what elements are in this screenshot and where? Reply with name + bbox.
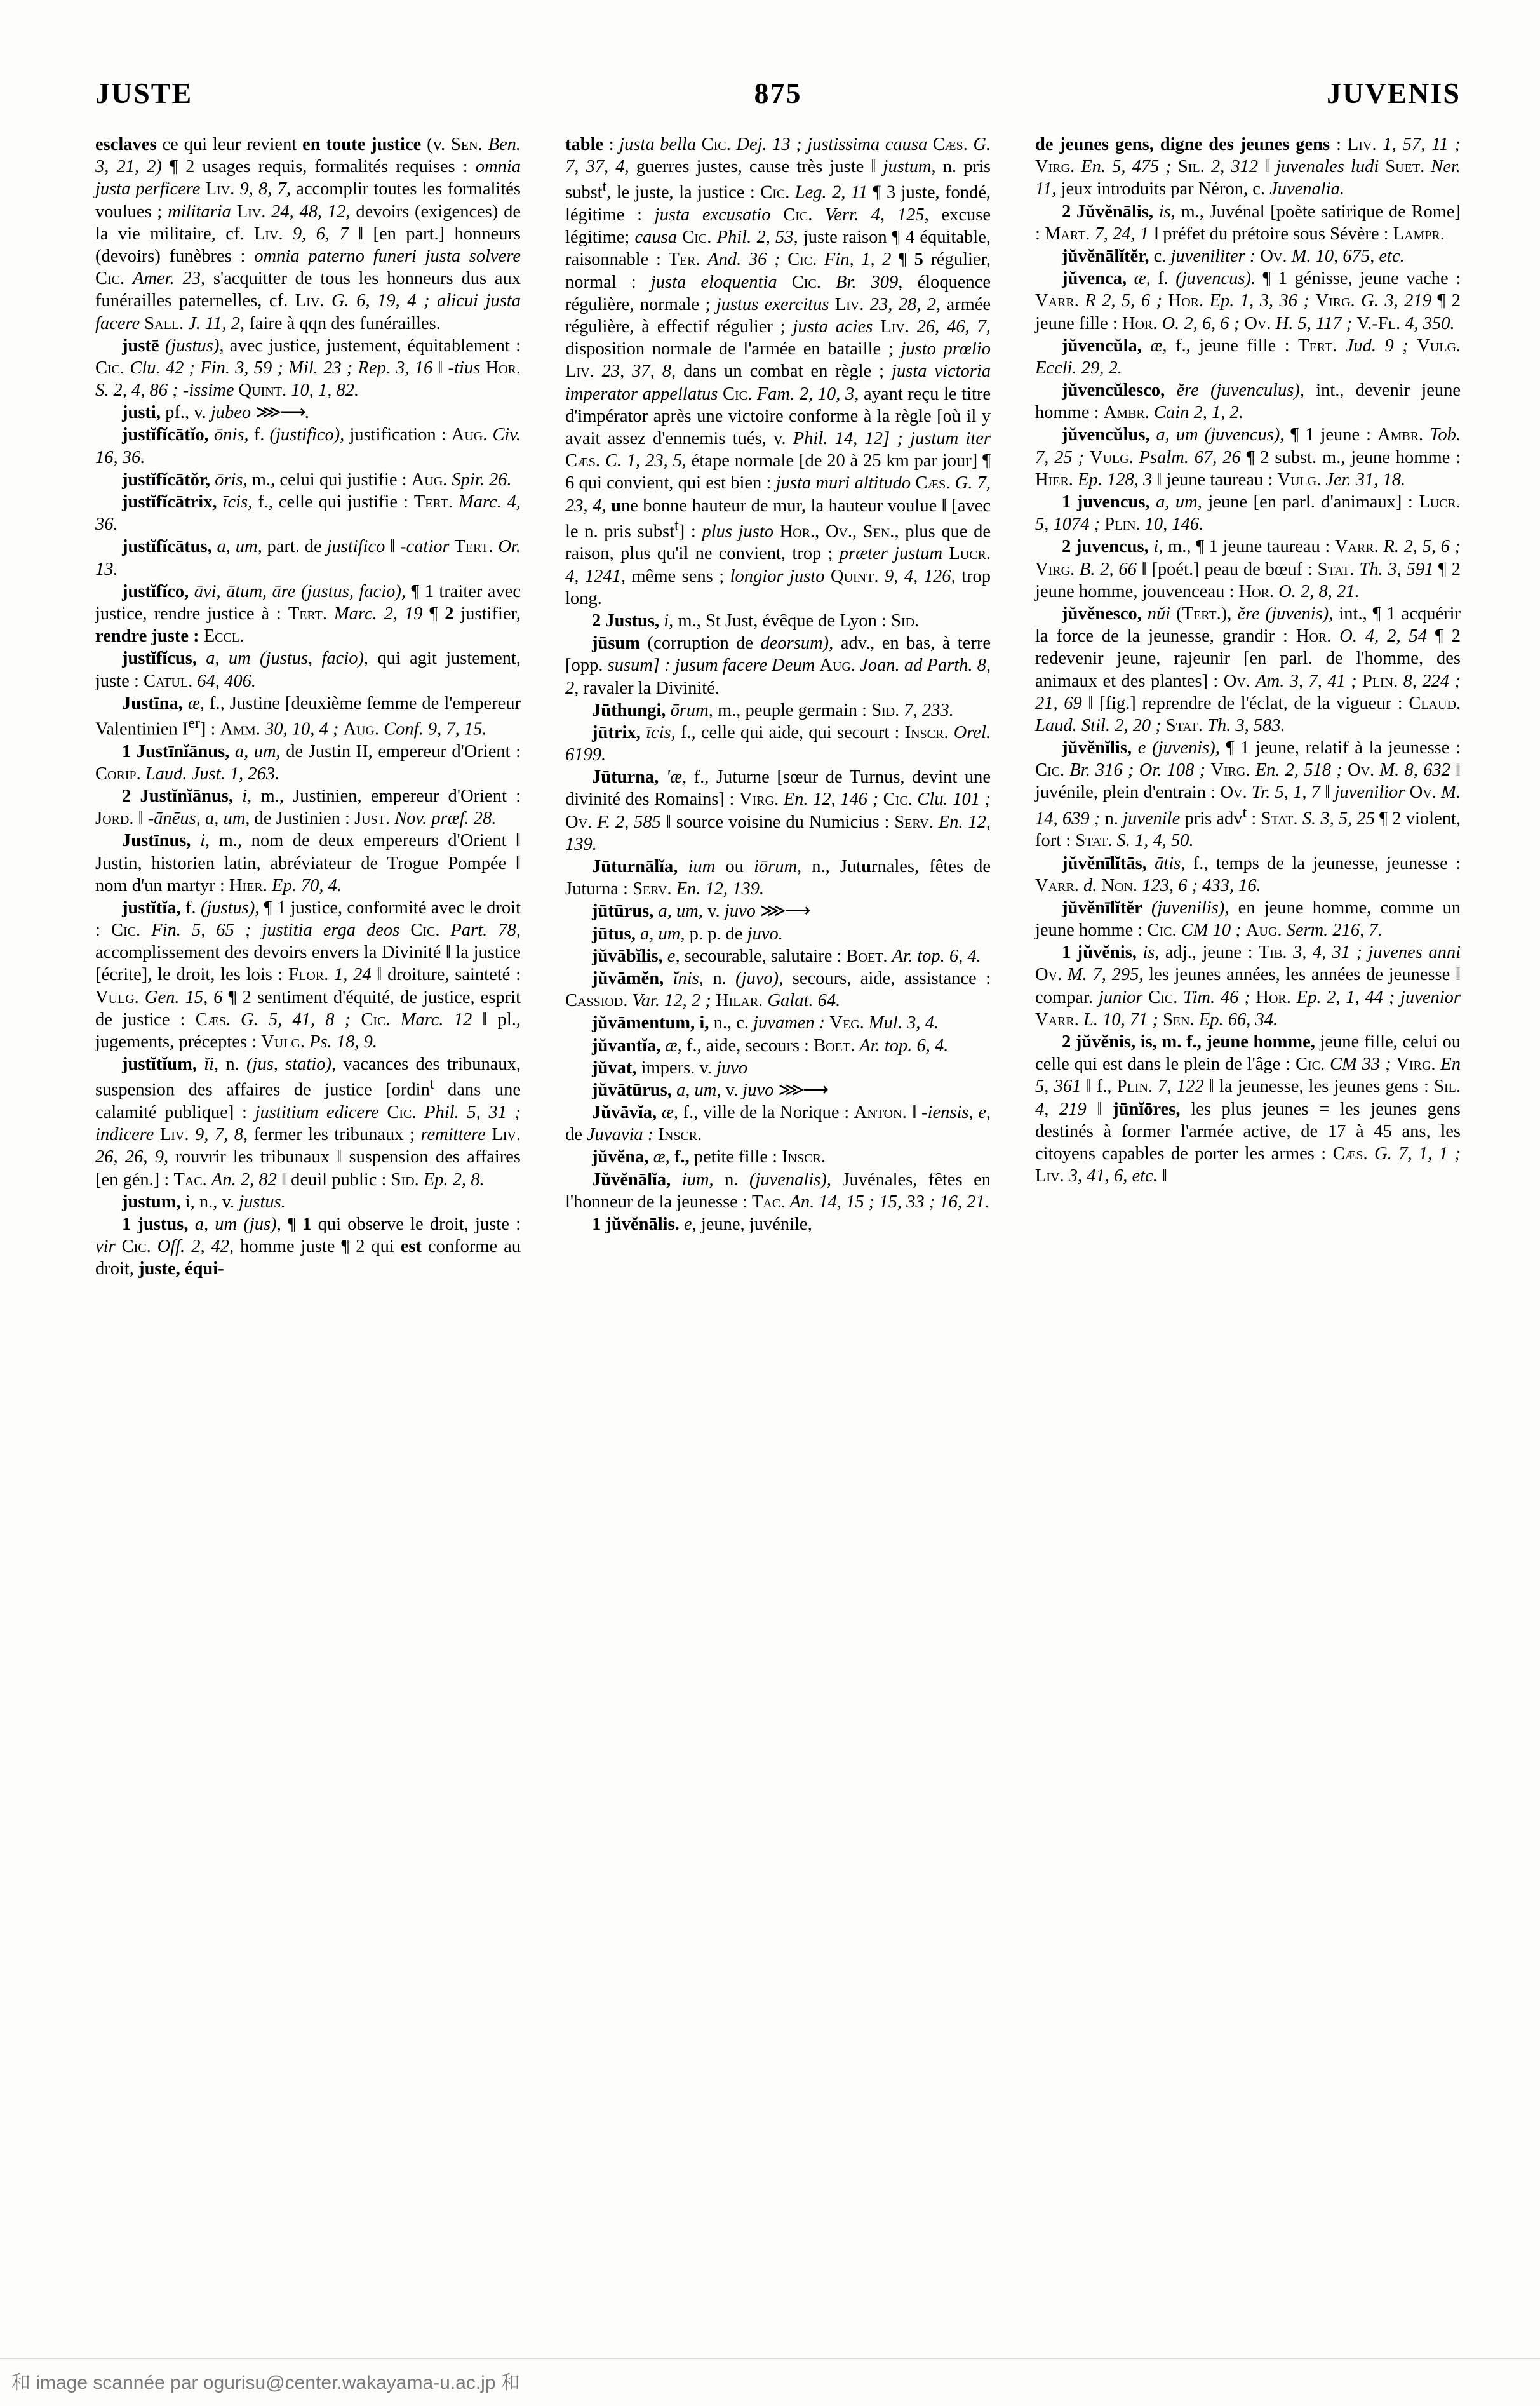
page-header xyxy=(95,76,1461,114)
column-middle xyxy=(565,133,991,2318)
column-right xyxy=(1035,133,1461,2318)
dictionary-entry: 1 Justīnĭānus, a, um, de Justin II, empereur d'Orient : Corip. Laud. Just. 1, 263. xyxy=(95,741,521,784)
dictionary-entry: 1 jŭvĕnālis. e, jeune, juvénile, xyxy=(592,1214,812,1234)
dictionary-entry: jŭvĕnīlĭtĕr (juvenilis), en jeune homme, comme un jeune homme : Cic. CM 10 ; Aug. Serm. 216, 7. xyxy=(1035,897,1461,941)
dictionary-entry: Justīnus, i, m., nom de deux empereurs d'Orient ‖ Justin, historien latin, abréviateur de Trogue Pompée ‖ nom d'un martyr : Hier. Ep. 70, 4. xyxy=(95,831,521,896)
dictionary-entry: jŭvencŭla, æ, f., jeune fille : Tert. Jud. 9 ; Vulg. Eccli. 29, 2. xyxy=(1035,335,1461,378)
dictionary-entry: Jūthungi, ōrum, m., peuple germain : Sid. 7, 233. xyxy=(592,700,954,720)
dictionary-entry: jŭvat, impers. v. juvo xyxy=(592,1058,748,1078)
dictionary-entry: justĭfĭcus, a, um (justus, facio), qui agit justement, juste : Catul. 64, 406. xyxy=(95,649,521,691)
dictionary-entry: Jūturna, 'æ, f., Juturne [sœur de Turnus, devint une divinité des Romains] : Virg. En. 12, 146 ; Cic. Clu. 101 ; Ov. F. 2, 585 ‖ source voisine du Numicius : Serv. En. 12, 139. xyxy=(565,767,991,854)
dictionary-entry: justĭtĭum, ĭi, n. (jus, statio), vacances des tribunaux, suspension des affaires de justice [ordin$^t$ dans une calamité publique] : justitium edicere Cic. Phil. 5, 31 ; indicere Liv. 9, 7, 8, fermer les tribunaux ; remittere Liv. 26, 26, 9, rouvrir les tribunaux ‖ suspension des affaires [en gén.] : Tac. An. 2, 82 ‖ deuil public : Sid. Ep. 2, 8. xyxy=(95,1054,521,1190)
dictionary-entry: 2 Jŭvĕnālis, is, m., Juvénal [poète satirique de Rome] : Mart. 7, 24, 1 ‖ préfet du prétoire sous Sévère : Lampr. xyxy=(1035,201,1461,244)
page-number: 875 xyxy=(754,77,802,109)
dictionary-entry: 1 jŭvĕnis, is, adj., jeune : Tib. 3, 4, 31 ; juvenes anni Ov. M. 7, 295, les jeunes années, les années de jeunesse ‖ compar. junior Cic. Tim. 46 ; Hor. Ep. 2, 1, 44 ; juvenior Varr. L. 10, 71 ; Sen. Ep. 66, 34. xyxy=(1035,943,1461,1030)
dictionary-entry: 2 Justĭnĭānus, i, m., Justinien, empereur d'Orient : Jord. ‖ -ānēus, a, um, de Justinien : Just. Nov. præf. 28. xyxy=(95,786,521,829)
dictionary-entry: jŭvĕnīlĭtās, ātis, f., temps de la jeunesse, jeunesse : Varr. d. Non. 123, 6 ; 433, 16. xyxy=(1035,853,1461,896)
dictionary-entry: 2 Justus, i, m., St Just, évêque de Lyon : Sid. xyxy=(592,610,920,631)
dictionary-entry: jŭvābĭlis, e, secourable, salutaire : Boet. Ar. top. 6, 4. xyxy=(592,946,981,966)
dictionary-entry: jŭvāmentum, i, n., c. juvamen : Veg. Mul. 3, 4. xyxy=(592,1013,939,1033)
dictionary-entry: jūtus, a, um, p. p. de juvo. xyxy=(592,924,783,944)
header-right-guideword: JUVENIS xyxy=(1327,77,1461,109)
dictionary-entry: justĭfĭcātrix, īcis, f., celle qui justifie : Tert. Marc. 4, 36. xyxy=(95,492,521,535)
dictionary-entry: jŭvencŭlesco, ĕre (juvenculus), int., devenir jeune homme : Ambr. Cain 2, 1, 2. xyxy=(1035,380,1461,423)
dictionary-entry: Jūturnālĭa, ium ou iōrum, n., Juturnales, fêtes de Juturna : Serv. En. 12, 139. xyxy=(565,857,991,899)
dictionary-entry: de jeunes gens, digne des jeunes gens : Liv. 1, 57, 11 ; Virg. En. 5, 475 ; Sil. 2, 312 ‖ juvenales ludi Suet. Ner. 11, jeux introduits par Néron, c. Juvenalia. xyxy=(1035,135,1461,199)
dictionary-entry: 1 juvencus, a, um, jeune [en parl. d'animaux] : Lucr. 5, 1074 ; Plin. 10, 146. xyxy=(1035,492,1461,535)
dictionary-entry: 2 juvencus, i, m., ¶ 1 jeune taureau : Varr. R. 2, 5, 6 ; Virg. B. 2, 66 ‖ [poét.] peau de bœuf : Stat. Th. 3, 591 ¶ 2 jeune homme, jouvenceau : Hor. O. 2, 8, 21. xyxy=(1035,537,1461,602)
dictionary-entry: jŭvĕnĭlis, e (juvenis), ¶ 1 jeune, relatif à la jeunesse : Cic. Br. 316 ; Or. 108 ; Virg. En. 2, 518 ; Ov. M. 8, 632 ‖ juvénile, plein d'entrain : Ov. Tr. 5, 1, 7 ‖ juvenilior Ov. M. 14, 639 ; n. juvenile pris adv$^t$ : Stat. S. 3, 5, 25 ¶ 2 violent, fort : Stat. S. 1, 4, 50. xyxy=(1035,738,1461,851)
header-left-guideword: JUSTE xyxy=(95,77,193,109)
dictionary-entry: jŭvencŭlus, a, um (juvencus), ¶ 1 jeune : Ambr. Tob. 7, 25 ; Vulg. Psalm. 67, 26 ¶ 2 subst. m., jeune homme : Hier. Ep. 128, 3 ‖ jeune taureau : Vulg. Jer. 31, 18. xyxy=(1035,425,1461,490)
dictionary-entry: Jŭvĕnālĭa, ium, n. (juvenalis), Juvénales, fêtes en l'honneur de la jeunesse : Tac. An. 14, 15 ; 15, 33 ; 16, 21. xyxy=(565,1169,991,1212)
dictionary-entry: justĭfĭco, āvi, ātum, āre (justus, facio), ¶ 1 traiter avec justice, rendre justice à : Tert. Marc. 2, 19 ¶ 2 justifier, rendre juste : Eccl. xyxy=(95,581,521,647)
dictionary-entry: jūtūrus, a, um, v. juvo ⋙⟶ xyxy=(592,901,810,922)
column-left xyxy=(95,133,521,2318)
dictionary-entry: justē (justus), avec justice, justement, équitablement : Cic. Clu. 42 ; Fin. 3, 59 ; Mil. 23 ; Rep. 3, 16 ‖ -tius Hor. S. 2, 4, 86 ; -issime Quint. 10, 1, 82. xyxy=(95,335,521,401)
dictionary-entry: jŭvāmĕn, ĭnis, n. (juvo), secours, aide, assistance : Cassiod. Var. 12, 2 ; Hilar. Galat. 64. xyxy=(565,968,991,1011)
dictionary-entry: justĭfĭcātĭo, ōnis, f. (justifico), justification : Aug. Civ. 16, 36. xyxy=(95,425,521,467)
dictionary-entry: 2 jŭvĕnis, is, m. f., jeune homme, jeune fille, celui ou celle qui est dans le plein de l'âge : Cic. CM 33 ; Virg. En 5, 361 ‖ f., Plin. 7, 122 ‖ la jeunesse, les jeunes gens : Sil. 4, 219 ‖ jūnĭōres, les plus jeunes = les jeunes gens destinés à former l'armée active, de 17 à 45 ans, les citoyens capables de porter les armes : Cæs. G. 7, 1, 1 ; Liv. 3, 41, 6, etc. ‖ xyxy=(1035,1032,1461,1186)
dictionary-entry: jŭvĕna, æ, f., petite fille : Inscr. xyxy=(592,1147,826,1167)
dictionary-entry: justĭfĭcātus, a, um, part. de justifico ‖ -catior Tert. Or. 13. xyxy=(95,537,521,579)
dictionary-entry: esclaves ce qui leur revient en toute justice (v. Sen. Ben. 3, 21, 2) ¶ 2 usages requis, formalités requises : omnia justa perficere Liv. 9, 8, 7, accomplir toutes les formalités voulues ; militaria Liv. 24, 48, 12, devoirs (exigences) de la vie militaire, cf. Liv. 9, 6, 7 ‖ [en part.] honneurs (devoirs) funèbres : omnia paterno funeri justa solvere Cic. Amer. 23, s'acquitter de tous les honneurs dus aux funérailles paternelles, cf. Liv. G. 6, 19, 4 ; alicui justa facere Sall. J. 11, 2, faire à qqn des funérailles. xyxy=(95,135,521,333)
dictionary-entry: jŭvantĭa, æ, f., aide, secours : Boet. Ar. top. 6, 4. xyxy=(592,1035,949,1056)
dictionary-entry: 1 justus, a, um (jus), ¶ 1 qui observe le droit, juste : vir Cic. Off. 2, 42, homme juste ¶ 2 qui est conforme au droit, juste, équi- xyxy=(95,1214,521,1279)
dictionary-entry: jŭvĕnesco, nŭi (Tert.), ĕre (juvenis), int., ¶ 1 acquérir la force de la jeunesse, grandir : Hor. O. 4, 2, 54 ¶ 2 redevenir jeune, rajeunir [en parl. de l'homme, des animaux et des plantes] : Ov. Am. 3, 7, 41 ; Plin. 8, 224 ; 21, 69 ‖ [fig.] reprendre de l'éclat, de la vigueur : Claud. Laud. Stil. 2, 20 ; Stat. Th. 3, 583. xyxy=(1035,603,1461,736)
dictionary-entry: jŭvĕnālĭtĕr, c. juveniliter : Ov. M. 10, 675, etc. xyxy=(1062,246,1405,266)
text-columns xyxy=(95,133,1461,2318)
dictionary-entry: jūsum (corruption de deorsum), adv., en bas, à terre [opp. susum] : jusum facere Deum Aug. Joan. ad Parth. 8, 2, ravaler la Divinité. xyxy=(565,633,991,698)
dictionary-entry: jŭvenca, æ, f. (juvencus). ¶ 1 génisse, jeune vache : Varr. R 2, 5, 6 ; Hor. Ep. 1, 3, 36 ; Virg. G. 3, 219 ¶ 2 jeune fille : Hor. O. 2, 6, 6 ; Ov. H. 5, 117 ; V.-Fl. 4, 350. xyxy=(1035,269,1461,333)
scan-credit-footer: 和 image scannée par ogurisu@center.wakayama-u.ac.jp 和 xyxy=(11,2372,520,2393)
dictionary-entry: justĭtĭa, f. (justus), ¶ 1 justice, conformité avec le droit : Cic. Fin. 5, 65 ; justitia erga deos Cic. Part. 78, accomplissement des devoirs envers la Divinité ‖ la justice [écrite], le droit, les lois : Flor. 1, 24 ‖ droiture, sainteté : Vulg. Gen. 15, 6 ¶ 2 sentiment d'équité, de justice, esprit de justice : Cæs. G. 5, 41, 8 ; Cic. Marc. 12 ‖ pl., jugements, préceptes : Vulg. Ps. 18, 9. xyxy=(95,897,521,1052)
dictionary-entry: table : justa bella Cic. Dej. 13 ; justissima causa Cæs. G. 7, 37, 4, guerres justes, cause très juste ‖ justum, n. pris subst$^t$, le juste, la justice : Cic. Leg. 2, 11 ¶ 3 juste, fondé, légitime : justa excusatio Cic. Verr. 4, 125, excuse légitime; causa Cic. Phil. 2, 53, juste raison ¶ 4 équitable, raisonnable : Ter. And. 36 ; Cic. Fin, 1, 2 ¶ 5 régulier, normal : justa eloquentia Cic. Br. 309, éloquence régulière, normale ; justus exercitus Liv. 23, 28, 2, armée régulière, à effectif régulier ; justa acies Liv. 26, 46, 7, disposition normale de l'armée en bataille ; justo prœlio Liv. 23, 37, 8, dans un combat en règle ; justa victoria imperator appellatus Cic. Fam. 2, 10, 3, ayant reçu le titre d'impérator après une victoire conforme à la règle [où il y avait assez d'ennemis tués, v. Phil. 14, 12] ; justum iter Cæs. C. 1, 23, 5, étape normale [de 20 à 25 km par jour] ¶ 6 qui convient, qui est bien : justa muri altitudo Cæs. G. 7, 23, 4, une bonne hauteur de mur, la hauteur voulue ‖ [avec le n. pris subst$^t$] : plus justo Hor., Ov., Sen., plus que de raison, plus qu'il ne convient, trop ; præter justum Lucr. 4, 1241, même sens ; longior justo Quint. 9, 4, 126, trop long. xyxy=(565,135,991,608)
dictionary-entry: Justīna, æ, f., Justine [deuxième femme de l'empereur Valentinien Ier] : Amm. 30, 10, 4 ; Aug. Conf. 9, 7, 15. xyxy=(95,693,521,739)
footer-divider xyxy=(0,2358,1540,2359)
dictionary-entry: Jŭvāvĭa, æ, f., ville de la Norique : Anton. ‖ -iensis, e, de Juvavia : Inscr. xyxy=(565,1103,991,1145)
dictionary-entry: jŭvātūrus, a, um, v. juvo ⋙⟶ xyxy=(592,1080,827,1100)
dictionary-entry: justum, i, n., v. justus. xyxy=(122,1192,286,1212)
dictionary-entry: justi, pf., v. jubeo ⋙⟶. xyxy=(122,403,309,423)
dictionary-entry: jūtrix, īcis, f., celle qui aide, qui secourt : Inscr. Orel. 6199. xyxy=(565,722,991,765)
dictionary-entry: justĭfĭcātŏr, ōris, m., celui qui justifie : Aug. Spir. 26. xyxy=(122,469,512,490)
